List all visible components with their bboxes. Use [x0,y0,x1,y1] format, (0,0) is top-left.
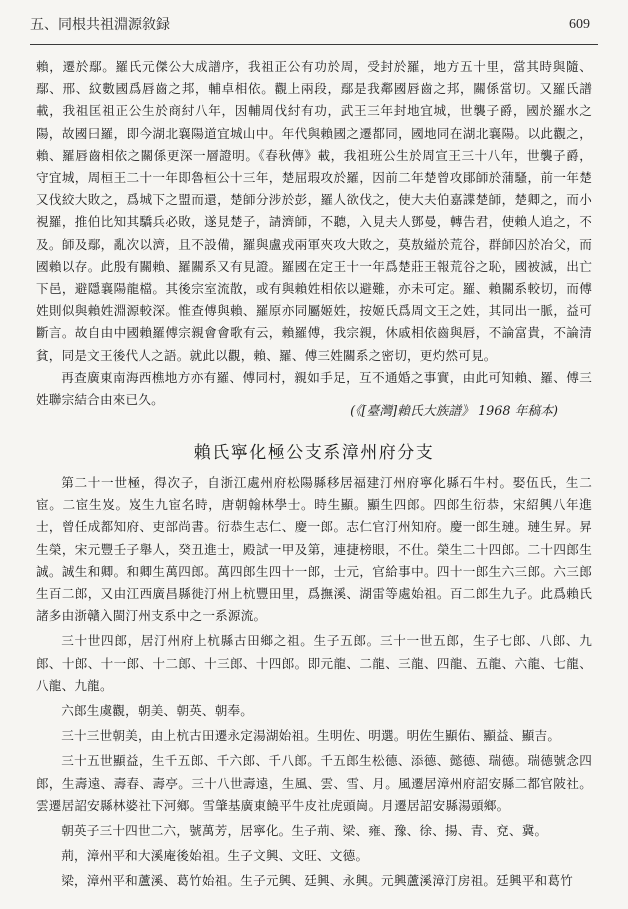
page-number: 609 [569,17,590,32]
genealogy-paragraph: 朝英子三十四世二六，號萬芳，居寧化。生子荊、梁、雍、豫、徐、揚、青、兗、冀。 [61,823,548,839]
header-rule [30,44,598,45]
chapter-title: 五、同根共祖淵源敘録 [30,17,170,33]
paragraph: 賴，遷於鄢。羅氏元傑公大成譜序，我祖正公有功於周，受封於羅，地方五十里，當其時與隨、鄢、邢、紋數國爲唇齒之邦，輔卓相依。觀上兩段，鄢是我鄰國唇齒之邦，關係當切。又羅氏譜載，我祖匡祖正公生於商紂八年，因輔周伐紂有功，武王三年封地宜城，世襲子爵，國於羅水之陽，故國曰羅，即今湖北襄陽道宜城山中。年代與賴國之遷都同，國地同在湖北襄陽。以此觀之，賴、羅唇齒相依之關係更深一層證明。《春秋傳》載，我祖班公生於周宣王三十八年，世襲子爵，守宜城，周桓王二十一年即魯桓公十三年，楚屈瑕攻於羅，因前二年楚曾攻鄖師於蒲騷，前一年楚又伐絞大敗之，爲城下之盟而還，楚師分涉於彭，羅人欲伐之，使大夫伯嘉諜楚師，楚卿之，而小視羅，推伯比知其驕兵必敗，遂見楚子，請濟師，不聽，入見夫人鄧曼，轉告君，使賴人追之，不及。師及鄢，亂次以濟，且不設備，羅與盧戎兩軍夾攻大敗之，莫敖縊於荒谷，群師囚於冶父，而國賴以存。此殷有關賴、羅關系又有見證。羅國在定王十一年爲楚莊王報荒谷之恥，國被滅，出亡下邑，避隱襄陽龍檔。其後宗室流散，或有與賴姓相依以避難，亦未可定。羅、賴關系較切，而傅姓則似與賴姓淵源較深。惟查傅與賴、羅原亦同屬姬姓，按姬氏爲周文王之姓，其同出一脈，益可斷言。故自由中國賴羅傅宗親會會歌有云，賴羅傅，我宗親，休戚相依齒與唇，不論富貴，不論清貧，同是文王後代人之語。就此以觀，賴、羅、傅三姓關系之密切，更灼然可見。 [36,59,592,363]
body-text [36,56,592,411]
source-citation: (《[臺灣]賴氏大族譜》 1968 年稿本) [350,404,558,419]
genealogy-paragraph: 荊，漳州平和大溪庵後始祖。生子文興、文旺、文德。 [61,848,369,864]
running-head [30,10,598,40]
genealogy-text [36,472,592,896]
genealogy-paragraph: 六郎生虞觀，朝美、朝英、朝奉。 [61,703,254,719]
genealogy-paragraph: 三十世四郎，居汀州府上杭縣古田鄉之祖。生子五郎。三十一世五郎，生子七郎、八郎、九郎、十郎、十一郎、十二郎、十三郎、十四郎。即元龍、二龍、三龍、四龍、五龍、六龍、七龍、八龍、九龍。 [36,633,592,693]
genealogy-paragraph: 梁，漳州平和蘆溪、葛竹始祖。生子元興、廷興、永興。元興蘆溪漳汀房祖。廷興平和葛竹 [61,873,573,889]
paragraph: 再查廣東南海西樵地方亦有羅、傅同村，親如手足，互不通婚之事實，由此可知賴、羅、傅三姓聯宗結合由來已久。 [36,369,592,408]
genealogy-paragraph: 三十五世顯益，生千五郎、千六郎、千八郎。千五郎生松德、添德、懿德、瑞德。瑞德號念四郎，生壽遠、壽春、壽亭。三十八世壽遠，生風、雲、雪、月。風遷居漳州府詔安縣二都官陂社。雲遷居詔安縣林婆社下河鄉。雪肇基廣東饒平牛皮社虎頭崗。月遷居詔安縣湯頭鄉。 [36,753,592,813]
genealogy-paragraph: 三十三世朝美，由上杭古田遷永定湯湖始祖。生明佐、明選。明佐生顯佑、顯益、顯吉。 [61,728,561,744]
section-title: 賴氏寧化極公支系漳州府分支 [193,443,435,463]
genealogy-paragraph: 第二十一世極，得次子，自浙江處州府松陽縣移居福建汀州府寧化縣石牛村。娶伍氏，生二宦。二宦生岌。岌生九宦名時，唐朝翰林學士。時生顯。顯生四郎。四郎生衍恭，宋紹興八年進士，曾任成都知府、吏部尚書。衍恭生志仁、慶一郎。志仁官汀州知府。慶一郎生璉。璉生昇。昇生榮，宋元豐壬子舉人，癸丑進士，殿試一甲及第，連捷榜眼，不仕。榮生二十四郎。二十四郎生誠。誠生和卿。和卿生萬四郎。萬四郎生四十一郎，士元，官給事中。四十一郎生六三郎。六三郎生百二郎，又由江西廣昌縣徙汀州上杭豐田里，爲撫溪、湖雷等處始祖。百二郎生九子。此爲賴氏諸多由浙贛入閩汀州支系中之一系源流。 [36,475,592,624]
